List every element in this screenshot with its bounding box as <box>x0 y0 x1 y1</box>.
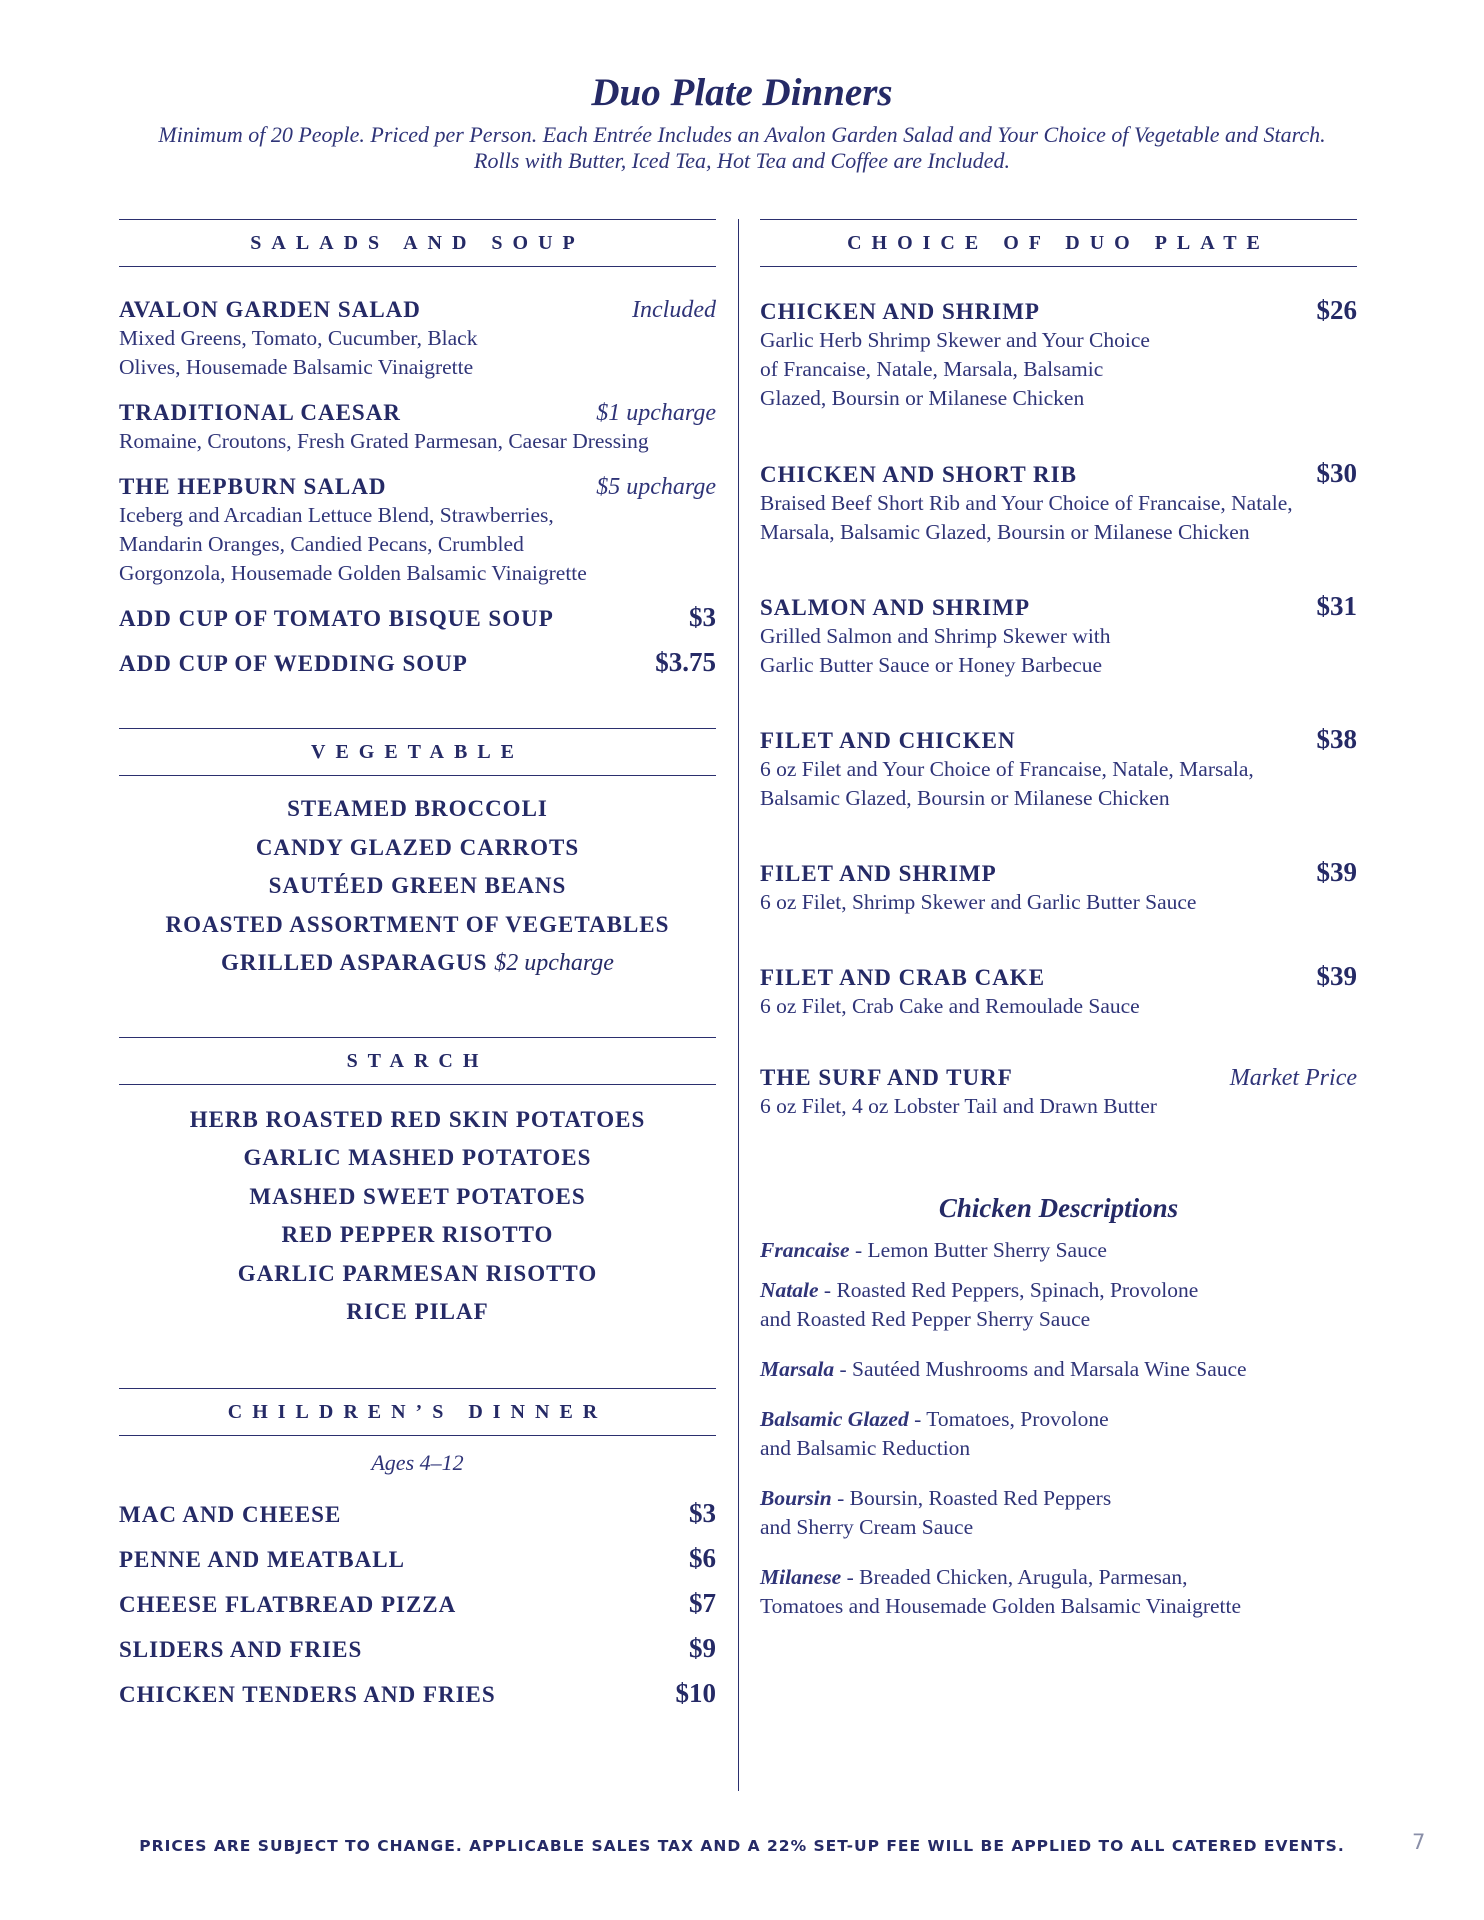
menu-item <box>760 295 1357 413</box>
item-note: $1 upcharge <box>596 400 716 426</box>
item-price: $39 <box>1316 857 1357 887</box>
item-desc: Braised Beef Short Rib and Your Choice of Francaise, Natale, <box>760 491 1293 515</box>
chicken-name: Milanese <box>760 1565 842 1589</box>
section-heading-salads: SALADS AND SOUP <box>119 219 716 267</box>
item-price: $30 <box>1316 458 1357 488</box>
list-item: GARLIC MASHED POTATOES <box>243 1145 592 1170</box>
item-price: $10 <box>675 1677 716 1708</box>
list-item: RICE PILAF <box>346 1299 489 1324</box>
item-name: CHICKEN TENDERS AND FRIES <box>119 1681 496 1707</box>
chicken-description: Natale - Roasted Red Peppers, Spinach, Provolone and Roasted Red Pepper Sherry Sauce <box>760 1276 1357 1334</box>
item-desc: 6 oz Filet, Crab Cake and Remoulade Sauce <box>760 994 1140 1018</box>
item-name: CHEESE FLATBREAD PIZZA <box>119 1591 457 1617</box>
children-item <box>119 1543 716 1574</box>
item-desc: Olives, Housemade Balsamic Vinaigrette <box>119 355 474 379</box>
children-item <box>119 1498 716 1529</box>
ages-note: Ages 4–12 <box>371 1449 464 1475</box>
chicken-detail: Tomatoes and Housemade Golden Balsamic Vinaigrette <box>760 1594 1242 1618</box>
left-column <box>119 219 716 1709</box>
soup-item <box>119 602 716 633</box>
list-item: ROASTED ASSORTMENT OF VEGETABLES <box>165 911 670 937</box>
item-desc: Mandarin Oranges, Candied Pecans, Crumbled <box>119 532 524 556</box>
chicken-detail: Breaded Chicken, Arugula, Parmesan, <box>859 1565 1188 1589</box>
item-note: Included <box>632 297 716 323</box>
item-name: ADD CUP OF TOMATO BISQUE SOUP <box>119 606 554 631</box>
item-price: $9 <box>689 1632 716 1663</box>
list-item: STEAMED BROCCOLI <box>287 796 548 821</box>
menu-item <box>760 1065 1357 1121</box>
page-title: Duo Plate Dinners <box>591 71 893 114</box>
subtitle-line: Minimum of 20 People. Priced per Person. Each Entrée Includes an Avalon Garden Salad and Your Choice of Vegetable and Starch. <box>158 122 1326 147</box>
item-name: CHICKEN AND SHRIMP <box>760 299 1040 324</box>
list-item: HERB ROASTED RED SKIN POTATOES <box>189 1106 646 1132</box>
item-price: $26 <box>1316 295 1357 325</box>
item-name: SALMON AND SHRIMP <box>760 595 1031 620</box>
menu-item <box>760 591 1357 680</box>
item-note: $2 upcharge <box>494 950 614 976</box>
item-desc: Balsamic Glazed, Boursin or Milanese Chicken <box>760 786 1170 810</box>
page-number: 7 <box>1412 1830 1426 1854</box>
item-price: $6 <box>689 1542 716 1573</box>
list-item: SAUTÉED GREEN BEANS <box>268 873 567 898</box>
item-price: $38 <box>1316 724 1357 754</box>
chicken-name: Boursin <box>760 1486 832 1510</box>
item-name: CHICKEN AND SHORT RIB <box>760 462 1077 487</box>
chicken-name: Balsamic Glazed <box>760 1407 909 1431</box>
soup-item <box>119 647 716 678</box>
item-desc: of Francaise, Natale, Marsala, Balsamic <box>760 357 1104 381</box>
section-heading-duo: CHOICE OF DUO PLATE <box>760 219 1357 267</box>
chicken-detail: and Roasted Red Pepper Sherry Sauce <box>760 1307 1091 1331</box>
item-name: AVALON GARDEN SALAD <box>119 297 421 322</box>
children-item <box>119 1678 716 1709</box>
starch-list <box>119 1101 716 1332</box>
item-note: Market Price <box>1229 1065 1357 1091</box>
item-desc: Grilled Salmon and Shrimp Skewer with <box>760 624 1111 648</box>
chicken-description: Balsamic Glazed - Tomatoes, Provolone and Balsamic Reduction <box>760 1405 1357 1463</box>
chicken-description: Marsala - Sautéed Mushrooms and Marsala Wine Sauce <box>760 1357 1247 1381</box>
right-column <box>760 219 1357 1621</box>
chicken-detail: and Sherry Cream Sauce <box>760 1515 974 1539</box>
menu-item <box>119 400 716 456</box>
item-name: FILET AND CRAB CAKE <box>760 965 1046 990</box>
chicken-description: Milanese - Breaded Chicken, Arugula, Parmesan, Tomatoes and Housemade Golden Balsamic Vinaigrette <box>760 1563 1357 1621</box>
section-heading-starch: STARCH <box>119 1037 716 1085</box>
item-name: GRILLED ASPARAGUS <box>221 950 488 975</box>
item-price: $7 <box>689 1587 716 1618</box>
item-desc: 6 oz Filet and Your Choice of Francaise, Natale, Marsala, <box>760 757 1254 781</box>
item-desc: Iceberg and Arcadian Lettuce Blend, Strawberries, <box>119 503 554 527</box>
item-desc: Garlic Butter Sauce or Honey Barbecue <box>760 653 1103 677</box>
item-name: THE SURF AND TURF <box>760 1065 1013 1090</box>
item-note: $5 upcharge <box>596 474 716 500</box>
vegetable-list <box>119 790 716 983</box>
column-divider <box>738 219 739 1791</box>
item-name: TRADITIONAL CAESAR <box>119 400 401 425</box>
menu-item <box>760 857 1357 917</box>
item-desc: Garlic Herb Shrimp Skewer and Your Choice <box>760 328 1150 352</box>
item-price: $3 <box>689 1497 716 1528</box>
item-desc: 6 oz Filet, Shrimp Skewer and Garlic Butter Sauce <box>760 890 1197 914</box>
item-desc: Marsala, Balsamic Glazed, Boursin or Milanese Chicken <box>760 520 1250 544</box>
menu-item <box>119 474 716 588</box>
chicken-detail: and Balsamic Reduction <box>760 1436 971 1460</box>
list-item: CANDY GLAZED CARROTS <box>255 834 580 860</box>
chicken-description: Boursin - Boursin, Roasted Red Peppers and Sherry Cream Sauce <box>760 1484 1357 1542</box>
children-item <box>119 1633 716 1664</box>
menu-item <box>119 297 716 382</box>
menu-item <box>760 961 1357 1021</box>
item-desc: Glazed, Boursin or Milanese Chicken <box>760 386 1085 410</box>
chicken-detail: Sautéed Mushrooms and Marsala Wine Sauce <box>852 1357 1247 1381</box>
chicken-detail: Roasted Red Peppers, Spinach, Provolone <box>836 1278 1199 1302</box>
section-heading-children: CHILDREN’S DINNER <box>119 1388 716 1436</box>
chicken-name: Marsala <box>760 1357 835 1381</box>
chicken-detail: Boursin, Roasted Red Peppers <box>849 1486 1112 1510</box>
item-name: MAC AND CHEESE <box>119 1501 342 1527</box>
item-desc: Gorgonzola, Housemade Golden Balsamic Vinaigrette <box>119 561 587 585</box>
item-price: $31 <box>1316 591 1357 621</box>
item-name: PENNE AND MEATBALL <box>119 1546 405 1572</box>
chicken-detail: Tomatoes, Provolone <box>926 1407 1109 1431</box>
item-desc: 6 oz Filet, 4 oz Lobster Tail and Drawn Butter <box>760 1094 1157 1118</box>
item-price: $39 <box>1316 961 1357 991</box>
item-desc: Romaine, Croutons, Fresh Grated Parmesan, Caesar Dressing <box>119 429 649 453</box>
menu-item <box>760 724 1357 813</box>
item-name: FILET AND CHICKEN <box>760 728 1016 753</box>
section-heading-vegetable: VEGETABLE <box>119 728 716 776</box>
subtitle-line: Rolls with Butter, Iced Tea, Hot Tea and Coffee are Included. <box>474 148 1010 173</box>
item-name: THE HEPBURN SALAD <box>119 474 387 499</box>
chicken-descriptions-title: Chicken Descriptions <box>938 1193 1179 1223</box>
chicken-detail: Lemon Butter Sherry Sauce <box>867 1238 1107 1262</box>
chicken-name: Francaise <box>760 1238 850 1262</box>
item-name: FILET AND SHRIMP <box>760 861 997 886</box>
item-price: $3.75 <box>655 647 716 677</box>
list-item <box>119 944 716 983</box>
footer-disclaimer: PRICES ARE SUBJECT TO CHANGE. APPLICABLE SALES TAX AND A 22% SET-UP FEE WILL BE APPLIED TO ALL CATERED EVENTS. <box>139 1837 1345 1855</box>
chicken-name: Natale <box>760 1278 819 1302</box>
item-name: SLIDERS AND FRIES <box>119 1636 363 1662</box>
menu-item <box>760 458 1357 547</box>
chicken-description: Francaise - Lemon Butter Sherry Sauce <box>760 1238 1107 1262</box>
subtitle <box>100 122 1384 174</box>
item-price: $3 <box>689 602 716 632</box>
children-item <box>119 1588 716 1619</box>
list-item: RED PEPPER RISOTTO <box>281 1222 554 1247</box>
list-item: MASHED SWEET POTATOES <box>249 1183 586 1209</box>
item-desc: Mixed Greens, Tomato, Cucumber, Black <box>119 326 478 350</box>
list-item: GARLIC PARMESAN RISOTTO <box>237 1260 598 1286</box>
item-name: ADD CUP OF WEDDING SOUP <box>119 651 468 676</box>
